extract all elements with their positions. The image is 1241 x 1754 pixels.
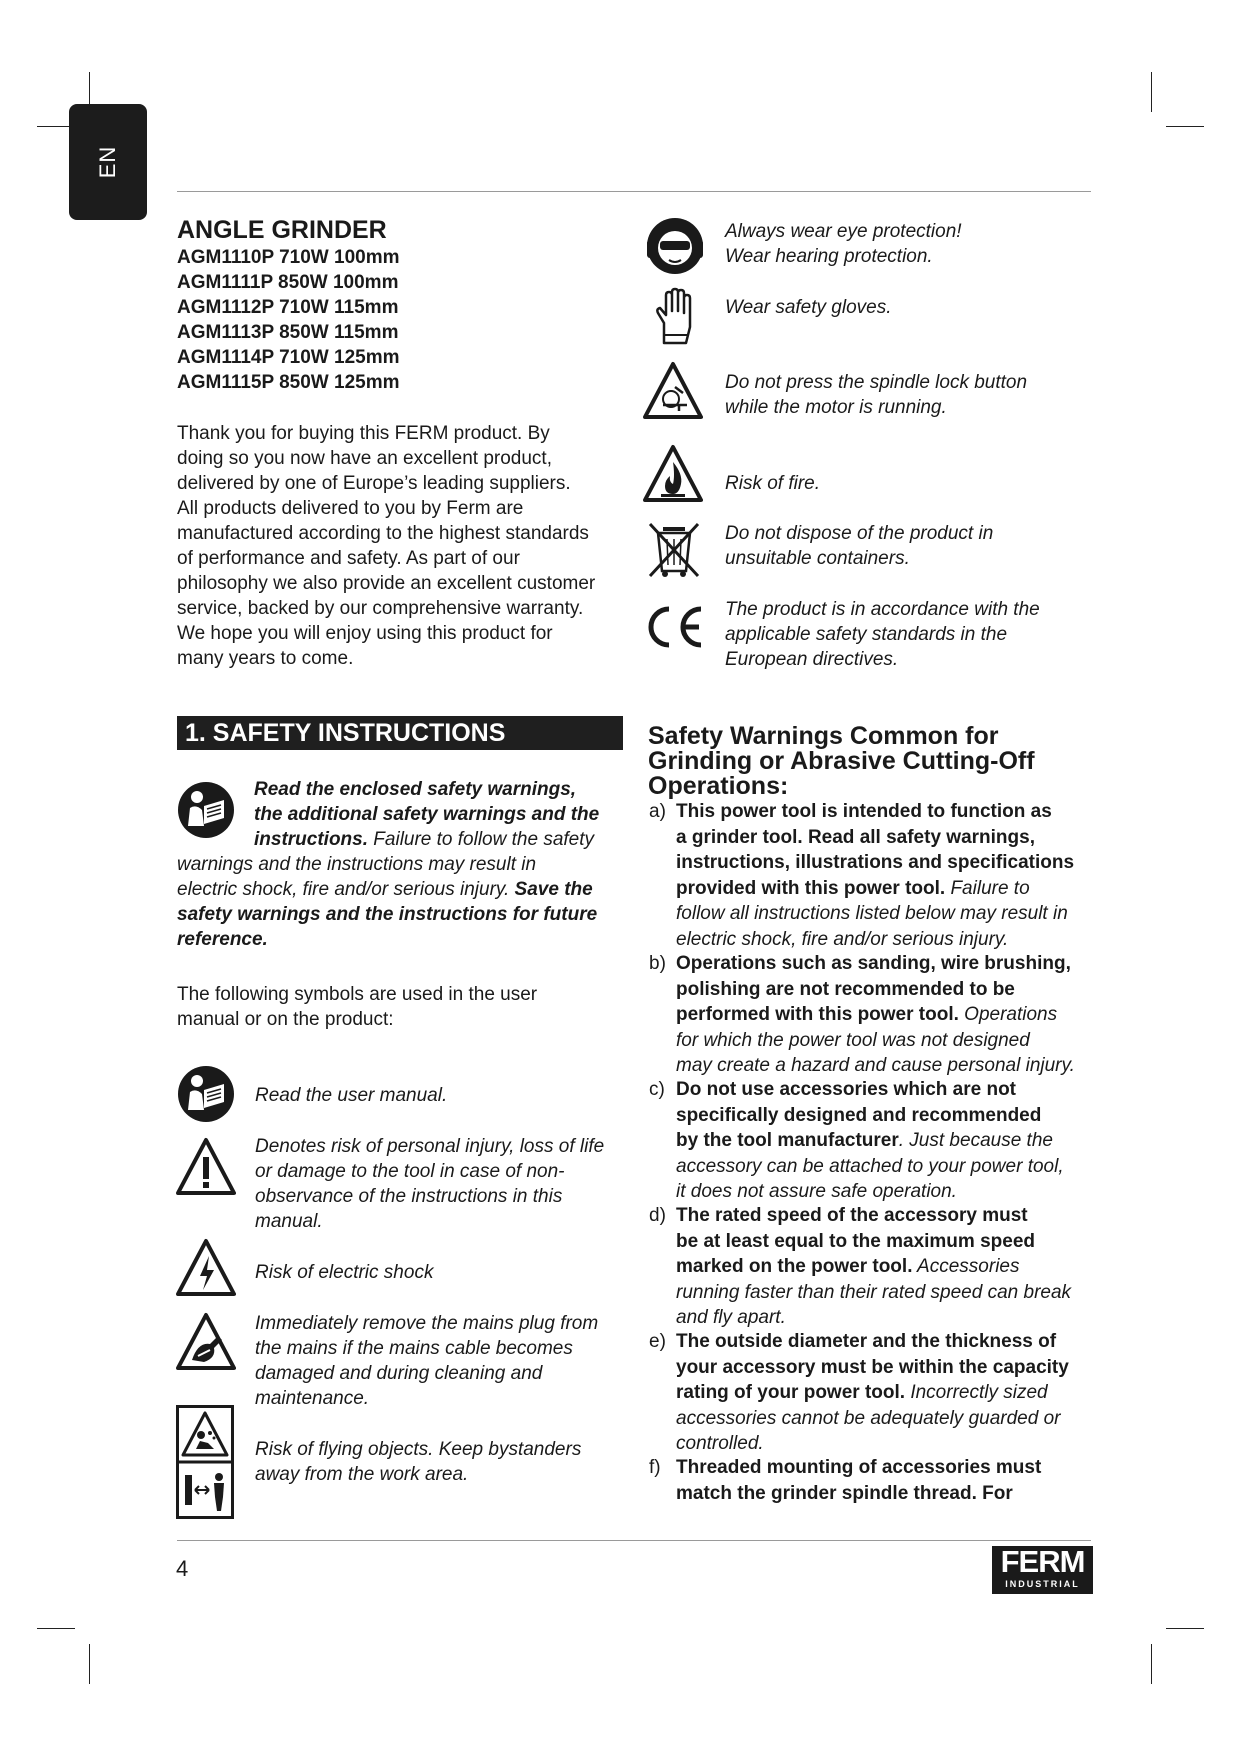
text-span: by the tool manufacturer xyxy=(676,1130,899,1151)
text-line: The product is in accordance with the xyxy=(725,599,1040,620)
symbol-text xyxy=(725,597,1115,672)
text-span: Operations xyxy=(958,1004,1058,1025)
spindle-lock-icon xyxy=(643,361,703,421)
intro-line: manufactured according to the highest standards xyxy=(177,523,589,544)
section-heading: 1. SAFETY INSTRUCTIONS xyxy=(177,716,623,750)
safety-gloves-icon xyxy=(650,287,700,347)
warning-item xyxy=(649,799,1109,952)
text-line: controlled. xyxy=(676,1433,764,1454)
text-line: The outside diameter and the thickness of xyxy=(676,1331,1057,1352)
flying-objects-icon xyxy=(176,1405,234,1519)
text-line: polishing are not recommended to be xyxy=(676,978,1015,1000)
item-marker: c) xyxy=(649,1079,665,1100)
heading-line: Operations: xyxy=(648,772,789,800)
model-line: AGM1115P 850W 125mm xyxy=(177,372,400,393)
text-line: Risk of flying objects. Keep bystanders xyxy=(255,1439,582,1460)
symbol-text xyxy=(725,295,1115,320)
intro-line: philosophy we also provide an excellent customer xyxy=(177,573,596,594)
text-line: Wear hearing protection. xyxy=(725,246,933,267)
read-instructions-block xyxy=(177,777,627,952)
symbol-text xyxy=(255,1083,635,1108)
ce-mark-icon xyxy=(643,603,705,651)
footer-rule xyxy=(177,1540,1091,1541)
text-line: Immediately remove the mains plug from xyxy=(255,1313,599,1334)
text-span: the additional safety warnings and the xyxy=(254,804,600,825)
text-line: manual. xyxy=(255,1211,323,1232)
text-line: match the grinder spindle thread. For xyxy=(676,1482,1013,1504)
text-line: Denotes risk of personal injury, loss of life xyxy=(255,1136,605,1157)
logo-sub: INDUSTRIAL xyxy=(1005,1579,1080,1589)
text-line: for which the power tool was not designed xyxy=(676,1029,1030,1051)
eye-hearing-protection-icon xyxy=(645,216,705,276)
symbol-text xyxy=(725,370,1115,420)
symbol-text xyxy=(255,1134,635,1234)
model-line: AGM1114P 710W 125mm xyxy=(177,347,400,368)
text-span: safety warnings and the instructions for future xyxy=(177,904,598,925)
text-span: electric shock, fire and/or serious injury. xyxy=(177,879,510,900)
header-rule xyxy=(177,191,1091,192)
warning-item xyxy=(649,1077,1109,1205)
text-span: Failure to xyxy=(945,877,1030,899)
text-span: warnings and the instructions may result in xyxy=(177,854,537,875)
text-span: provided with this power tool. xyxy=(676,877,946,899)
page-number: 4 xyxy=(176,1556,189,1581)
text-line: maintenance. xyxy=(255,1388,370,1409)
text-line: This power tool is intended to function as xyxy=(676,801,1052,822)
intro-line: Thank you for buying this FERM product. By xyxy=(177,423,550,444)
text-span: rating of your power tool. xyxy=(676,1382,906,1403)
read-manual-icon xyxy=(176,1064,236,1124)
crop-mark xyxy=(1151,1644,1152,1684)
text-span: marked on the power tool. xyxy=(676,1256,913,1277)
crop-mark xyxy=(1151,72,1152,112)
text-line: the mains if the mains cable becomes xyxy=(255,1338,573,1359)
text-line: Do not use accessories which are not xyxy=(676,1079,1016,1100)
fire-risk-icon xyxy=(643,444,703,504)
model-line: AGM1110P 710W 100mm xyxy=(177,247,400,268)
heading-line: Safety Warnings Common for xyxy=(648,722,999,750)
text-line: applicable safety standards in the xyxy=(725,624,1008,645)
text-span: Save the xyxy=(509,879,593,900)
text-line: Read the user manual. xyxy=(255,1085,448,1106)
symbols-intro xyxy=(177,982,627,1032)
text-span: Incorrectly sized xyxy=(905,1382,1048,1403)
crop-mark xyxy=(89,1644,90,1684)
item-marker: e) xyxy=(649,1331,666,1352)
unplug-icon xyxy=(176,1312,236,1372)
text-line: Do not dispose of the product in xyxy=(725,523,994,544)
intro-line: We hope you will enjoy using this product for xyxy=(177,623,553,644)
model-line: AGM1111P 850W 100mm xyxy=(177,272,399,293)
text-line: while the motor is running. xyxy=(725,397,947,418)
logo-main: FERM xyxy=(1000,1544,1085,1579)
text-line: The rated speed of the accessory must xyxy=(676,1205,1028,1226)
text-span: instructions. xyxy=(254,829,369,850)
language-tab-label: EN xyxy=(95,145,120,179)
ferm-logo xyxy=(992,1546,1093,1594)
symbol-text xyxy=(725,219,1115,269)
crop-mark xyxy=(1166,126,1204,127)
text-span: Accessories xyxy=(912,1256,1020,1277)
text-line: Operations such as sanding, wire brushing, xyxy=(676,953,1071,974)
product-block xyxy=(177,216,617,395)
text-span: . Just because the xyxy=(898,1130,1053,1151)
intro-paragraph xyxy=(177,421,627,671)
text-line: be at least equal to the maximum speed xyxy=(676,1230,1035,1252)
text-line: or damage to the tool in case of non- xyxy=(255,1161,565,1182)
crop-mark xyxy=(1166,1628,1204,1629)
symbol-text xyxy=(255,1437,635,1487)
text-line: your accessory must be within the capacity xyxy=(676,1356,1069,1378)
warning-item xyxy=(649,1329,1109,1457)
symbol-text xyxy=(255,1260,635,1285)
model-line: AGM1112P 710W 115mm xyxy=(177,297,399,318)
item-marker: a) xyxy=(649,801,666,822)
symbol-text xyxy=(725,471,1115,496)
text-line: running faster than their rated speed can break xyxy=(676,1281,1072,1303)
text-line: accessories cannot be adequately guarded or xyxy=(676,1407,1061,1429)
intro-line: many years to come. xyxy=(177,648,354,669)
warning-item xyxy=(649,1455,1109,1506)
text-line: The following symbols are used in the user xyxy=(177,984,538,1005)
text-line: away from the work area. xyxy=(255,1464,469,1485)
text-line: Wear safety gloves. xyxy=(725,297,892,318)
symbol-text xyxy=(255,1311,635,1411)
text-span: Read the enclosed safety warnings, xyxy=(254,779,577,800)
item-marker: d) xyxy=(649,1205,666,1226)
model-line: AGM1113P 850W 115mm xyxy=(177,322,399,343)
text-span: performed with this power tool. xyxy=(676,1004,959,1025)
language-tab xyxy=(69,104,147,220)
warnings-heading xyxy=(648,724,1108,799)
warning-item xyxy=(649,951,1109,1079)
text-span: reference. xyxy=(177,929,268,950)
text-line: instructions, illustrations and specifications xyxy=(676,852,1075,873)
electric-shock-icon xyxy=(176,1238,236,1298)
text-line: follow all instructions listed below may result in xyxy=(676,903,1068,924)
intro-line: service, backed by our comprehensive warranty. xyxy=(177,598,584,619)
text-line: electric shock, fire and/or serious injury. xyxy=(676,928,1009,950)
crop-mark xyxy=(37,1628,75,1629)
heading-line: Grinding or Abrasive Cutting-Off xyxy=(648,747,1035,775)
text-line: observance of the instructions in this xyxy=(255,1186,563,1207)
product-title: ANGLE GRINDER xyxy=(177,216,387,244)
text-line: Threaded mounting of accessories must xyxy=(676,1457,1042,1478)
symbol-text xyxy=(725,521,1115,571)
text-line: accessory can be attached to your power tool, xyxy=(676,1155,1064,1177)
crossed-bin-icon xyxy=(645,519,703,579)
warning-item xyxy=(649,1203,1109,1331)
item-marker: b) xyxy=(649,953,666,974)
text-line: a grinder tool. Read all safety warnings, xyxy=(676,826,1035,848)
intro-line: delivered by one of Europe’s leading suppliers. xyxy=(177,473,571,494)
text-line: Risk of electric shock xyxy=(255,1262,434,1283)
text-line: Risk of fire. xyxy=(725,473,821,494)
text-line: Always wear eye protection! xyxy=(725,221,962,242)
warning-triangle-icon xyxy=(176,1137,236,1197)
text-line: and fly apart. xyxy=(676,1307,786,1328)
intro-line: doing so you now have an excellent product, xyxy=(177,448,552,469)
text-line: may create a hazard and cause personal injury. xyxy=(676,1055,1075,1076)
text-span: Failure to follow the safety xyxy=(368,829,595,850)
text-line: it does not assure safe operation. xyxy=(676,1181,957,1202)
intro-line: of performance and safety. As part of our xyxy=(177,548,520,569)
intro-line: All products delivered to you by Ferm are xyxy=(177,498,524,519)
text-line: unsuitable containers. xyxy=(725,548,910,569)
text-line: damaged and during cleaning and xyxy=(255,1363,543,1384)
text-line: European directives. xyxy=(725,649,899,670)
text-line: manual or on the product: xyxy=(177,1009,394,1030)
item-marker: f) xyxy=(649,1457,661,1478)
text-line: specifically designed and recommended xyxy=(676,1104,1042,1126)
text-line: Do not press the spindle lock button xyxy=(725,372,1028,393)
